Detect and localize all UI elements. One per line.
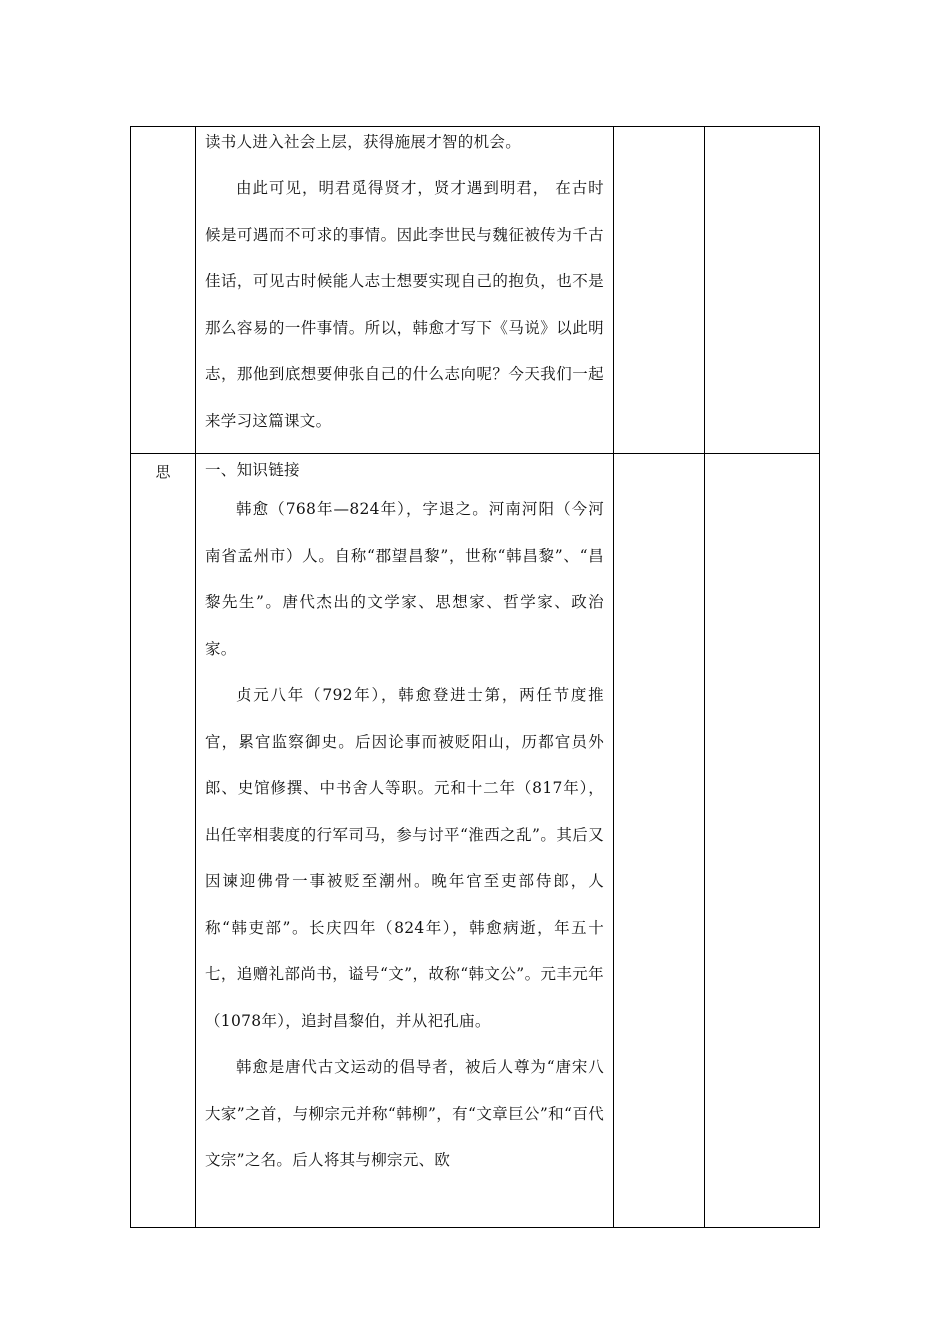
content-cell: [196, 454, 614, 1228]
paragraph: 贞元八年（792年），韩愈登进士第，两任节度推官，累官监察御史。后因论事而被贬阳山，历都官员外郎、史馆修撰、中书舍人等职。元和十二年（817年），出任宰相裴度的行军司马，参与讨平“淮西之乱”。其后又因谏迎佛骨一事被贬至潮州。晚年官至吏部侍郎，人称“韩吏部”。长庆四年（824年），韩愈病逝，年五十七，追赠礼部尚书，谥号“文”，故称“韩文公”。元丰元年（1078年），追封昌黎伯，并从祀孔庙。: [205, 686, 604, 1030]
table-row: [131, 454, 820, 1228]
paragraph: 韩愈（768年—824年），字退之。河南河阳（今河南省孟州市）人。自称“郡望昌黎”，世称“韩昌黎”、“昌黎先生”。唐代杰出的文学家、思想家、哲学家、政治家。: [205, 500, 604, 658]
paragraph: 韩愈是唐代古文运动的倡导者，被后人尊为“唐宋八大家”之首，与柳宗元并称“韩柳”，有“文章巨公”和“百代文宗”之名。后人将其与柳宗元、欧: [205, 1058, 604, 1169]
content-cell: [196, 127, 614, 454]
empty-cell: [705, 127, 820, 454]
empty-cell: [614, 127, 705, 454]
section-label-cell: 思: [131, 454, 196, 1228]
paragraph: 读书人进入社会上层，获得施展才智的机会。: [205, 133, 522, 151]
empty-cell: [705, 454, 820, 1228]
empty-cell: [614, 454, 705, 1228]
table-row: [131, 127, 820, 454]
section-label-cell: [131, 127, 196, 454]
paragraph: 由此可见，明君觅得贤才，贤才遇到明君， 在古时候是可遇而不可求的事情。因此李世民与魏征被传为千古佳话，可见古时候能人志士想要实现自己的抱负，也不是那么容易的一件事情。所以，韩愈才写下《马说》以此明志，那他到底想要伸张自己的什么志向呢？今天我们一起来学习这篇课文。: [205, 179, 604, 430]
section-heading: 一、知识链接: [205, 461, 300, 479]
lesson-plan-table: [130, 126, 820, 1228]
